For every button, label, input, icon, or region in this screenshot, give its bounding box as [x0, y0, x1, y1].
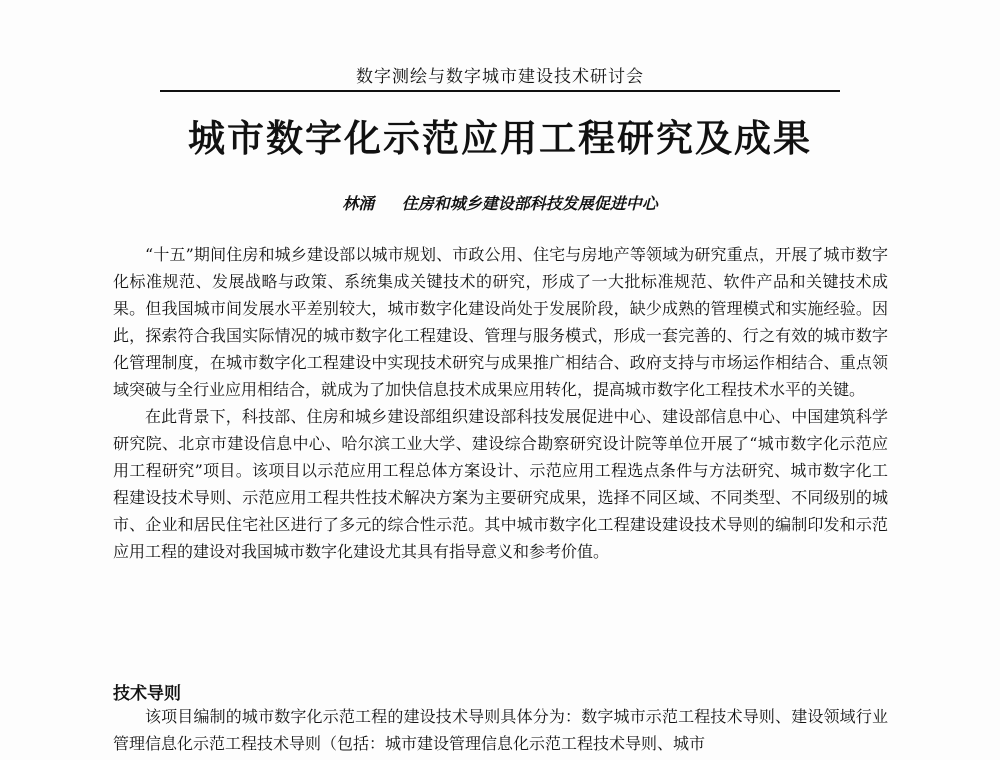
running-header: 数字测绘与数字城市建设技术研讨会	[356, 67, 644, 87]
body-paragraph: “十五”期间住房和城乡建设部以城市规划、市政公用、住宅与房地产等领域为研究重点，开展了城市数字化标准规范、发展战略与政策、系统集成关键技术的研究，形成了一大批标准规范、软件产品和关键技术成果。但我国城市间发展水平差别较大，城市数字化建设尚处于发展阶段，缺少成熟的管理模式和实施经验。因此，探索符合我国实际情况的城市数字化工程建设、管理与服务模式，形成一套完善的、行之有效的城市数字化管理制度，在城市数字化工程建设中实现技术研究与成果推广相结合、政府支持与市场运作相结合、重点领域突破与全行业应用相结合，就成为了加快信息技术成果应用转化，提高城市数字化工程技术水平的关键。	[113, 245, 888, 399]
author-name: 林涌	[342, 194, 375, 213]
author-affiliation: 住房和城乡建设部科技发展促进中心	[401, 194, 658, 213]
header-rule	[160, 90, 840, 92]
section-body	[113, 703, 888, 757]
section-heading: 技术导则	[113, 684, 181, 704]
body-paragraph: 在此背景下，科技部、住房和城乡建设部组织建设部科技发展促进中心、建设部信息中心、中国建筑科学研究院、北京市建设信息中心、哈尔滨工业大学、建设综合勘察研究设计院等单位开展了“城市数字化示范应用工程研究”项目。该项目以示范应用工程总体方案设计、示范应用工程选点条件与方法研究、城市数字化工程建设技术导则、示范应用工程共性技术解决方案为主要研究成果，选择不同区域、不同类型、不同级别的城市、企业和居民住宅社区进行了多元的综合性示范。其中城市数字化工程建设建设技术导则的编制印发和示范应用工程的建设对我国城市数字化建设尤其具有指导意义和参考价值。	[113, 407, 888, 561]
body-text	[113, 241, 888, 565]
byline	[100, 191, 900, 214]
section-paragraph: 该项目编制的城市数字化示范工程的建设技术导则具体分为：数字城市示范工程技术导则、建设领域行业管理信息化示范工程技术导则（包括：城市建设管理信息化示范工程技术导则、城市	[113, 707, 888, 753]
article-title: 城市数字化示范应用工程研究及成果	[188, 117, 812, 160]
